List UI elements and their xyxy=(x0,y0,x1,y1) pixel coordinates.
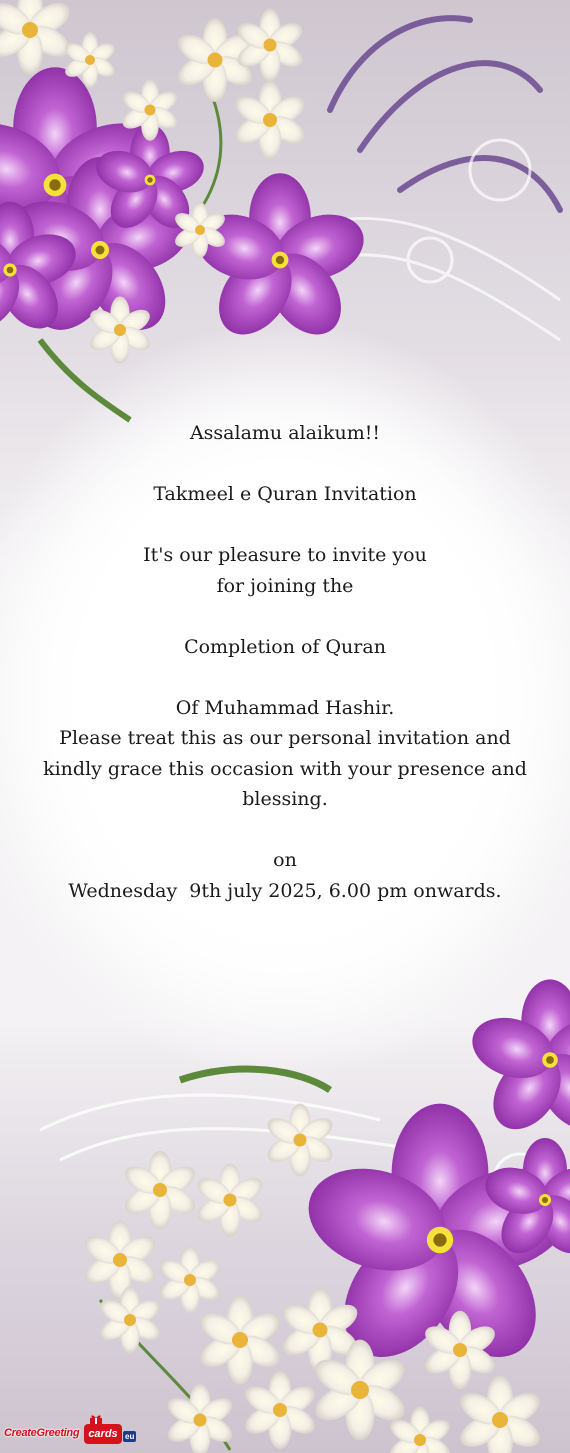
request-paragraph: Please treat this as our personal invitation and kindly grace this occasion with your presence and blessing. xyxy=(43,727,527,810)
spacer-line xyxy=(30,601,540,632)
brand-badge: cards xyxy=(84,1424,122,1444)
brand-tld: eu xyxy=(125,1432,135,1441)
spacer-line xyxy=(30,449,540,480)
brand-logo[interactable] xyxy=(2,1414,142,1448)
on-line: on xyxy=(273,849,297,871)
joining-line: for joining the xyxy=(216,574,354,597)
invitation-title: Takmeel e Quran Invitation xyxy=(153,483,417,505)
date-time-line: Wednesday 9th july 2025, 6.00 pm onwards. xyxy=(68,879,502,902)
invitation-message xyxy=(30,418,540,906)
honoree-line: Of Muhammad Hashir. xyxy=(175,696,395,719)
occasion-line: Completion of Quran xyxy=(184,635,386,658)
spacer-line xyxy=(30,815,540,846)
spacer-line xyxy=(30,662,540,693)
pleasure-line: It's our pleasure to invite you xyxy=(143,544,427,566)
spacer-line xyxy=(30,510,540,541)
brand-name: CreateGreeting xyxy=(4,1427,80,1439)
greeting-line: Assalamu alaikum!! xyxy=(189,422,381,444)
